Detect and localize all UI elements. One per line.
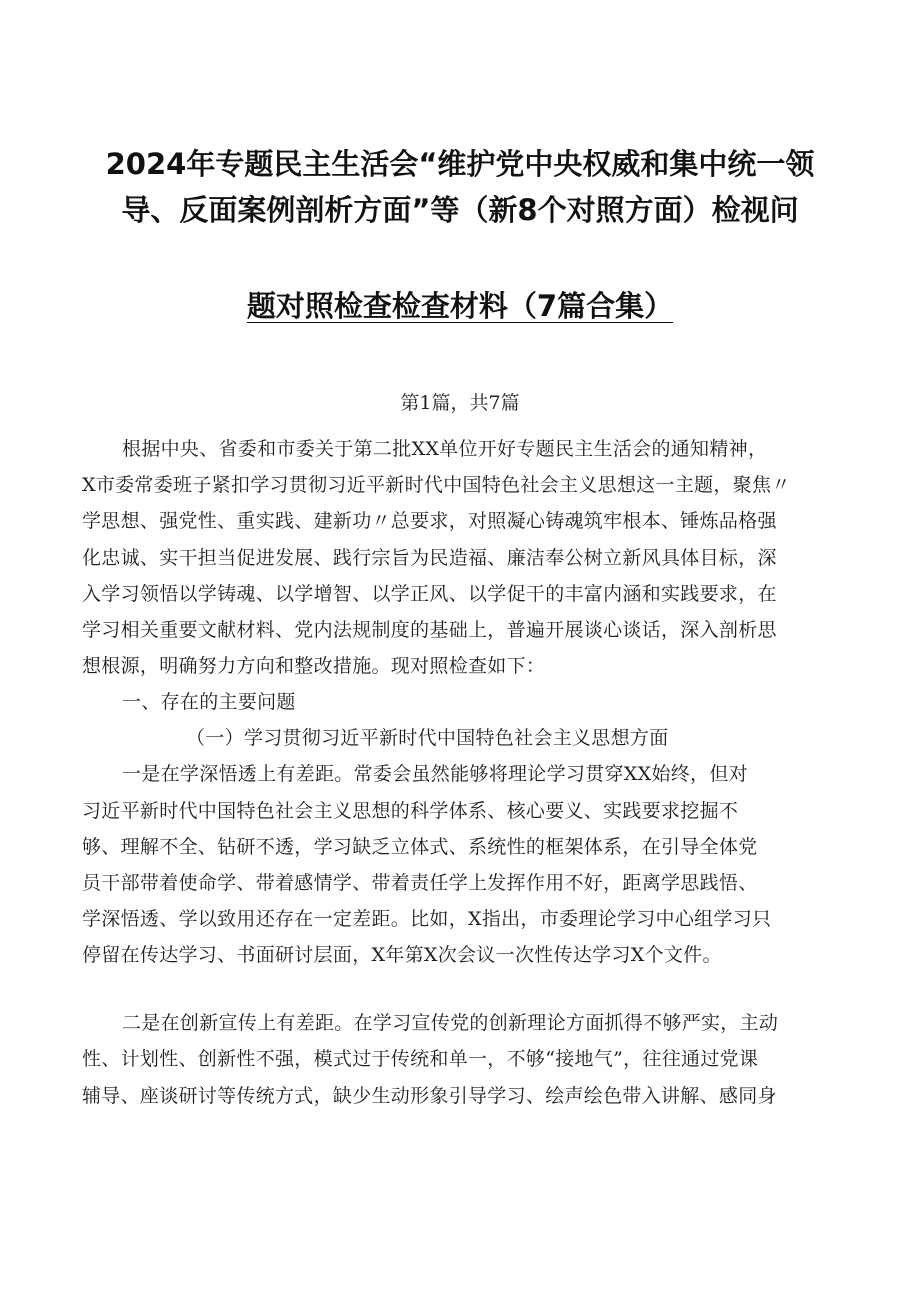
para1-line: 习近平新时代中国特色社会主义思想的科学体系、核心要义、实践要求挖掘不 [82,800,739,822]
subsection-heading: （一）学习贯彻习近平新时代中国特色社会主义思想方面 [186,727,669,749]
intro-line: 根据中央、省委和市委关于第二批XX单位开好专题民主生活会的通知精神， [122,438,768,460]
intro-line: 想根源，明确努力方向和整改措施。现对照检查如下： [82,655,546,677]
document-title-line-3 [80,284,840,325]
para1-line: 员干部带着使命学、带着感情学、带着责任学上发挥作用不好，距离学思践悟、 [82,872,758,894]
intro-line: 化忠诚、实干担当促进发展、践行宗旨为民造福、廉洁奉公树立新风具体目标，深 [82,547,777,569]
para2-line: 二是在创新宣传上有差距。在学习宣传党的创新理论方面抓得不够严实，主动 [122,1012,779,1034]
para1-line: 够、理解不全、钻研不透，学习缺乏立体式、系统性的框架体系，在引导全体党 [82,836,758,858]
para1-line: 一是在学深悟透上有差距。常委会虽然能够将理论学习贯穿XX始终，但对 [122,763,748,785]
part-label: 第1篇，共7篇 [400,392,520,414]
intro-line: X市委常委班子紧扣学习贯彻习近平新时代中国特色社会主义思想这一主题，聚焦〃 [82,474,791,496]
intro-line: 学思想、强党性、重实践、建新功〃总要求，对照凝心铸魂筑牢根本、锤炼品格强 [82,510,777,532]
intro-line: 学习相关重要文献材料、党内法规制度的基础上，普遍开展谈心谈话，深入剖析思 [82,619,777,641]
document-title-line-1: 2024年专题民主生活会“维护党中央权威和集中统一领 [105,147,815,181]
para2-line: 辅导、座谈研讨等传统方式，缺少生动形象引导学习、绘声绘色带入讲解、感同身 [82,1085,777,1107]
intro-line: 入学习领悟以学铸魂、以学增智、以学正风、以学促干的丰富内涵和实践要求，在 [82,583,777,605]
document-title-line-2: 导、反面案例剖析方面”等（新8个对照方面）检视问 [121,193,799,227]
para1-line: 学深悟透、学以致用还存在一定差距。比如，X指出，市委理论学习中心组学习只 [82,908,772,930]
para1-line: 停留在传达学习、书面研讨层面，X年第X次会议一次性传达学习X个文件。 [82,944,722,966]
section-heading: 一、存在的主要问题 [122,691,296,713]
document-title-line-3-text: 题对照检查检查材料（7篇合集） [246,289,674,323]
para2-line: 性、计划性、创新性不强，模式过于传统和单一，不够“接地气”，往往通过党课 [82,1048,759,1070]
